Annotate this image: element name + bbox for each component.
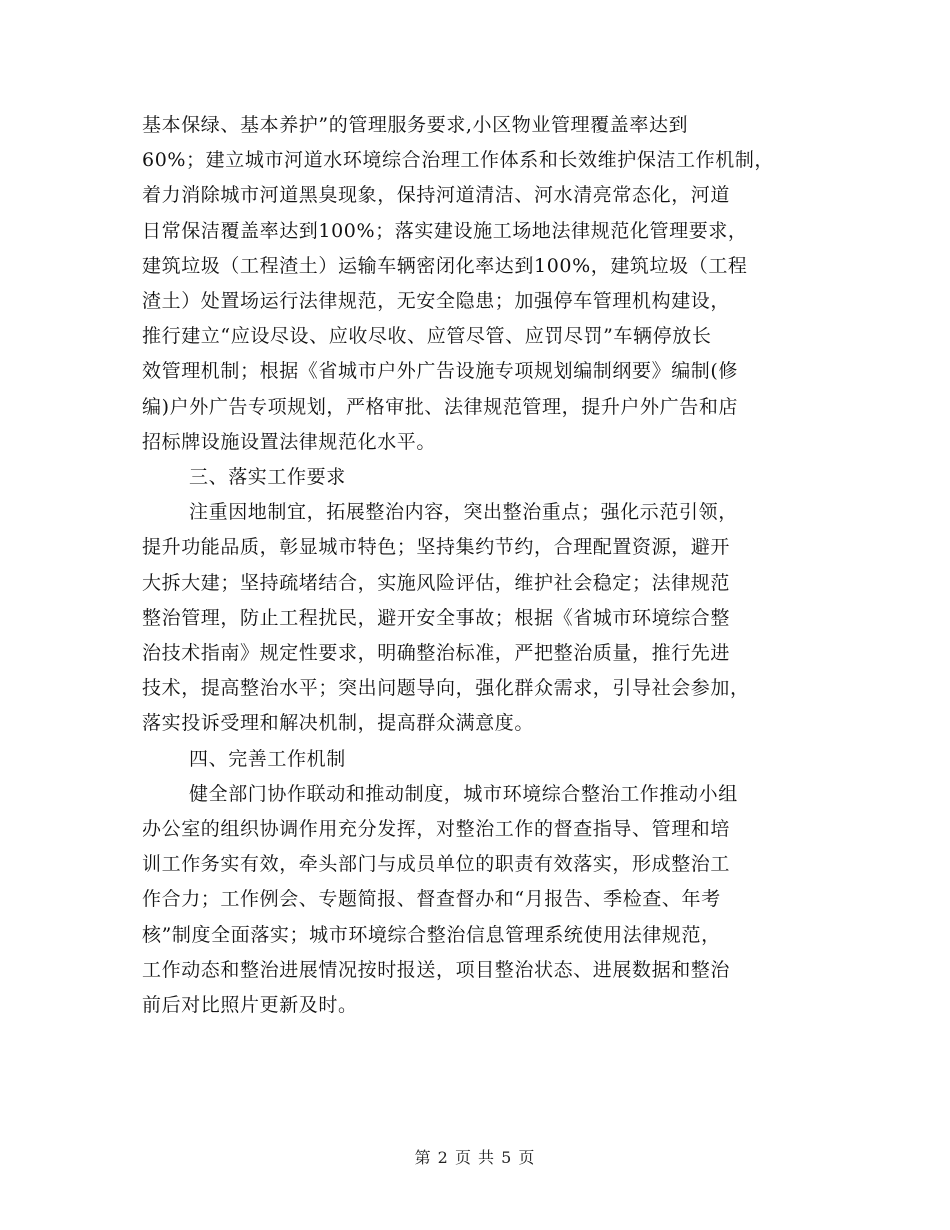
text-line: 落实投诉受理和解决机制，提高群众满意度。 [142,712,535,735]
text-line: 技术，提高整治水平；突出问题导向，强化群众需求，引导社会参加， [142,677,750,700]
text-line: 提升功能品质，彰显城市特色；坚持集约节约，合理配置资源，避开 [142,536,731,559]
text-line: 日常保洁覆盖率达到100%；落实建设施工场地法律规范化管理要求， [142,219,748,242]
text-line: 三、落实工作要求 [189,466,346,489]
text-line: 招标牌设施设置法律规范化水平。 [142,430,437,453]
text-line: 基本保绿、基本养护”的管理服务要求,小区物业管理覆盖率达到 [142,114,689,136]
text-line: 办公室的组织协调作用充分发挥，对整治工作的督查指导、管理和培 [142,818,731,841]
text-line: 注重因地制宜，拓展整治内容，突出整治重点；强化示范引领， [189,501,738,524]
text-line: 治技术指南》规定性要求，明确整治标准，严把整治质量，推行先进 [142,642,731,665]
text-line: 健全部门协作联动和推动制度，城市环境综合整治工作推动小组 [189,782,738,805]
text-line: 四、完善工作机制 [189,747,346,770]
text-line: 训工作务实有效，牵头部门与成员单位的职责有效落实，形成整治工 [142,853,731,876]
page-footer: 第 2 页 共 5 页 [414,1148,536,1167]
text-line: 整治管理，防止工程扰民，避开安全事故；根据《省城市环境综合整 [142,606,731,629]
text-line: 着力消除城市河道黑臭现象，保持河道清洁、河水清亮常态化，河道 [142,184,731,207]
text-line: 效管理机制；根据《省城市户外广告设施专项规划编制纲要》编制(修 [142,360,739,383]
text-line: 工作动态和整治进展情况按时报送，项目整治状态、进展数据和整治 [142,958,731,981]
text-line: 作合力；工作例会、专题简报、督查督办和“月报告、季检查、年考 [142,888,721,911]
text-line: 大拆大建；坚持疏堵结合，实施风险评估，维护社会稳定；法律规范 [142,571,731,594]
text-line: 前后对比照片更新及时。 [142,994,358,1017]
text-line: 核”制度全面落实；城市环境综合整治信息管理系统使用法律规范， [142,923,721,946]
text-line: 渣土）处置场运行法律规范，无安全隐患；加强停车管理机构建设， [142,290,731,313]
text-line: 建筑垃圾（工程渣土）运输车辆密闭化率达到100%，建筑垃圾（工程 [142,254,748,277]
text-line: 编)户外广告专项规划，严格审批、法律规范管理，提升户外广告和店 [142,395,739,418]
text-line: 60%；建立城市河道水环境综合治理工作体系和长效维护保洁工作机制， [142,149,775,172]
text-line: 推行建立“应设尽设、应收尽收、应管尽管、应罚尽罚”车辆停放长 [142,325,712,348]
document-body [142,108,822,1023]
